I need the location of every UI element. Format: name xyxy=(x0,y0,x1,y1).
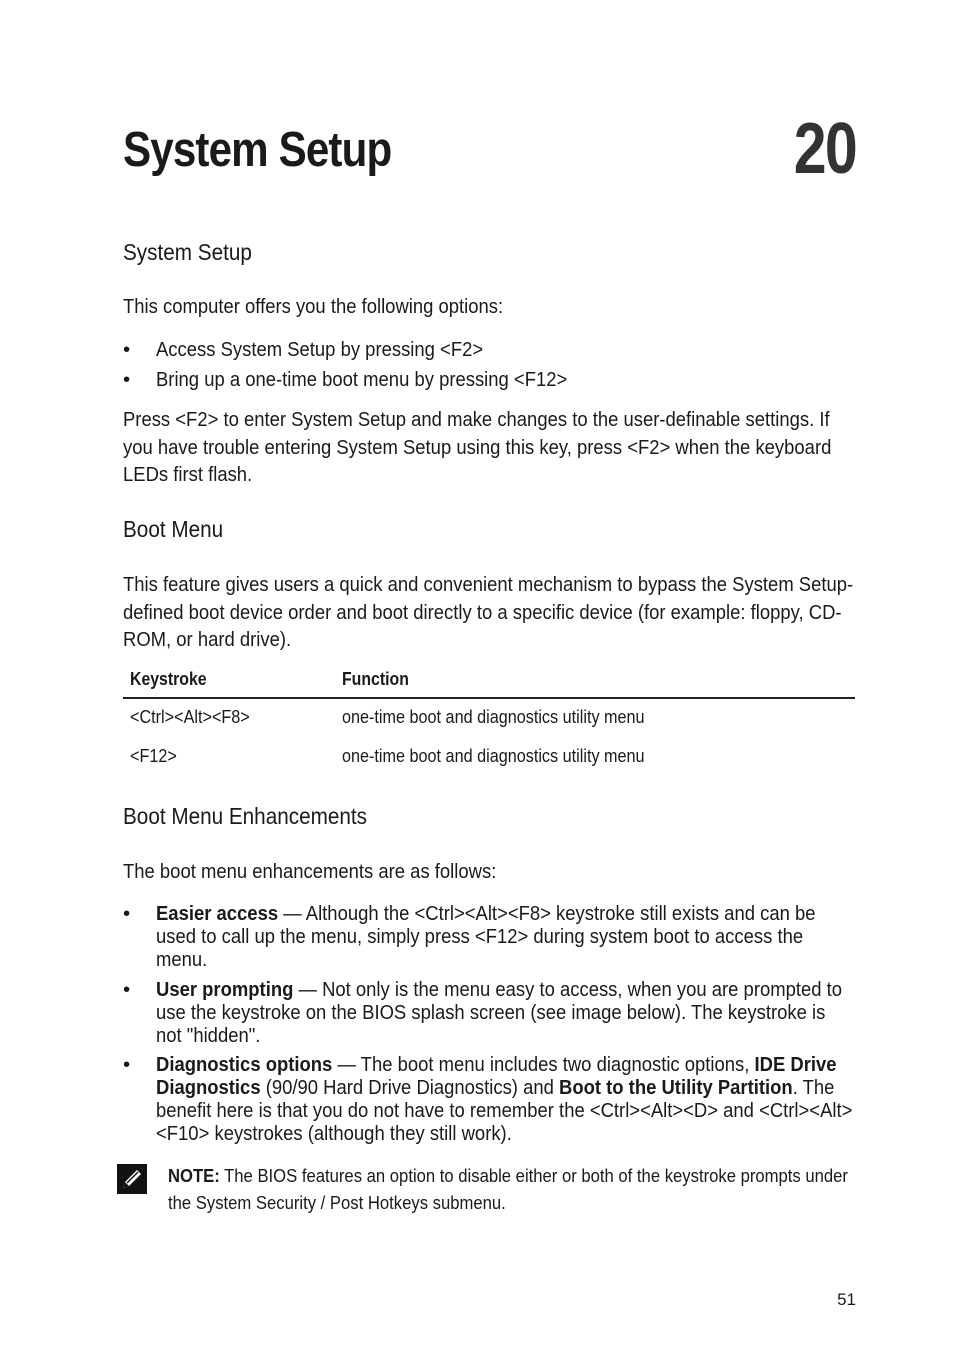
bullet-icon: • xyxy=(123,902,131,925)
note-text xyxy=(168,1162,852,1216)
bullet-icon: • xyxy=(123,368,131,391)
list-item-easier-access xyxy=(156,902,854,971)
note-body: The BIOS features an option to disable either or both of the keystroke prompts under the System Security / Post Hotkeys submenu. xyxy=(168,1165,848,1213)
list-item-term: Boot to the Utility Partition xyxy=(559,1076,793,1099)
table-cell-keystroke: <Ctrl><Alt><F8> xyxy=(130,707,250,727)
list-item-text: — Not only is the menu easy to access, when you are prompted to use the keystroke on the BIOS splash screen (see image below). The keystroke is not "hidden". xyxy=(156,978,843,1047)
list-item-text: — The boot menu includes two diagnostic options, xyxy=(332,1053,755,1076)
table-cell-function: one-time boot and diagnostics utility menu xyxy=(342,746,645,766)
list-item-text: . The benefit here is that you do not have to remember the <Ctrl><Alt><D> and <Ctrl><Alt><F10> keystrokes (although they still work). xyxy=(156,1076,853,1145)
table-header-function: Function xyxy=(342,669,409,689)
section-heading-system-setup: System Setup xyxy=(123,239,252,265)
section-heading-boot-menu: Boot Menu xyxy=(123,516,224,542)
list-item-term: Diagnostics options xyxy=(156,1053,333,1076)
note-label: NOTE: xyxy=(168,1165,220,1186)
table-cell-keystroke: <F12> xyxy=(130,746,177,766)
table-header-divider xyxy=(123,697,855,699)
list-item-term: User prompting xyxy=(156,978,294,1001)
table-header-keystroke: Keystroke xyxy=(130,669,207,689)
page-number: 51 xyxy=(837,1290,856,1309)
list-item-text: — Although the <Ctrl><Alt><F8> keystroke still exists and can be used to call up the menu, simply press <F12> during system boot to access the menu. xyxy=(156,902,816,971)
section1-paragraph: Press <F2> to enter System Setup and make changes to the user-definable settings. If you have trouble entering System Setup using this key, press <F2> when the keyboard LEDs first flash. xyxy=(123,408,832,486)
table-cell-function: one-time boot and diagnostics utility menu xyxy=(342,707,645,727)
list-item-text: Access System Setup by pressing <F2> xyxy=(156,338,484,361)
section1-intro: This computer offers you the following options: xyxy=(123,295,504,318)
list-item-text: Bring up a one-time boot menu by pressing <F12> xyxy=(156,368,568,391)
chapter-number: 20 xyxy=(793,109,856,189)
list-item-diagnostics-options xyxy=(156,1053,854,1145)
list-item-term: Easier access xyxy=(156,902,279,925)
note-pencil-icon xyxy=(117,1164,147,1194)
list-item-term: IDE Drive Diagnostics xyxy=(156,1053,837,1099)
bullet-icon: • xyxy=(123,338,131,361)
bullet-icon: • xyxy=(123,978,131,1001)
section3-intro: The boot menu enhancements are as follows: xyxy=(123,860,497,883)
section2-paragraph: This feature gives users a quick and convenient mechanism to bypass the System Setup-defined boot device order and boot directly to a specific device (for example: floppy, CD-ROM, or hard drive). xyxy=(123,573,854,651)
chapter-title: System Setup xyxy=(123,123,392,177)
section-heading-boot-menu-enhancements: Boot Menu Enhancements xyxy=(123,803,367,829)
list-item-user-prompting xyxy=(156,978,854,1047)
list-item-text: (90/90 Hard Drive Diagnostics) and xyxy=(260,1076,560,1099)
bullet-icon: • xyxy=(123,1053,131,1076)
